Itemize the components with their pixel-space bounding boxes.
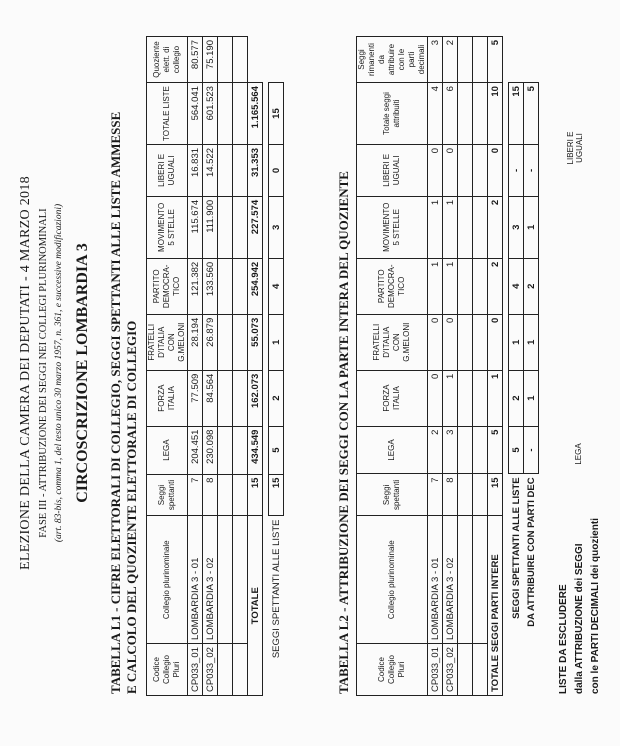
table-cell: 80.577 (188, 37, 203, 83)
table-cell: 0 (269, 144, 284, 196)
table-cell: 121.382 (188, 258, 203, 314)
total-label: TOTALE (248, 516, 263, 696)
table-cell: 15 (248, 474, 263, 516)
table-cell: - (524, 144, 539, 196)
table-cell: 5 (269, 426, 284, 474)
table-header: TOTALE LISTE (147, 83, 188, 145)
table-cell: 230.098 (203, 426, 218, 474)
table-cell: LOMBARDIA 3 - 02 (203, 516, 218, 644)
table1-seggi-liste-row (269, 37, 284, 696)
table2-header-row (357, 37, 428, 696)
footer-liste-escludere: LISTE DA ESCLUDERE (558, 584, 569, 694)
table-cell: LOMBARDIA 3 - 01 (428, 516, 443, 644)
table-cell: 75.190 (203, 37, 218, 83)
table1-cifre-elettorali (146, 36, 284, 696)
table-header: MOVIMENTO 5 STELLE (147, 196, 188, 258)
table-cell: 1 (509, 314, 524, 370)
seggi-liste-label: SEGGI SPETTANTI ALLE LISTE (510, 477, 522, 619)
table-header: PARTITO DEMOCRA-TICO (357, 258, 428, 314)
table-cell: 2 (524, 258, 539, 314)
table2-title: TABELLA L2 - ATTRIBUZIONE DEI SEGGI CON LA PARTE INTERA DEL QUOZIENTE (336, 171, 351, 694)
table-row (443, 37, 458, 696)
table-cell: 111.900 (203, 196, 218, 258)
table-cell: 601.523 (203, 83, 218, 145)
table2-seggi-liste-row (509, 37, 524, 696)
table-cell: 434.549 (248, 426, 263, 474)
table2-attribuzione-seggi (356, 36, 539, 696)
footer-attribuzione: dalla ATTRIBUZIONE dei SEGGI (574, 543, 585, 694)
table-cell: 133.560 (203, 258, 218, 314)
table-cell: LOMBARDIA 3 - 02 (443, 516, 458, 644)
table-cell: 254.942 (248, 258, 263, 314)
table-cell: 3 (443, 426, 458, 474)
table-cell: 15 (488, 474, 503, 516)
table-header: Seggi rimanenti da attribuire con le parti decimali (357, 37, 428, 83)
footer-parti-decimali: con le PARTI DECIMALI dei quozienti (590, 518, 601, 694)
table-cell: 2 (509, 370, 524, 426)
table-cell: 31.353 (248, 144, 263, 196)
table-header: FORZA ITALIA (147, 370, 188, 426)
table-cell: CP033_02 (203, 644, 218, 696)
table-cell: 7 (188, 474, 203, 516)
table-cell: 0 (428, 314, 443, 370)
table-cell: 5 (488, 426, 503, 474)
table-cell: 10 (488, 83, 503, 145)
table-cell: 4 (509, 258, 524, 314)
excluded-lega: LEGA (574, 443, 583, 465)
table-header: LEGA (147, 426, 188, 474)
table-row (428, 37, 443, 696)
table-cell: 2 (269, 370, 284, 426)
table-cell: 1 (443, 258, 458, 314)
table-row (188, 37, 203, 696)
total-label: TOTALE SEGGI PARTI INTERE (488, 516, 503, 696)
table-cell: 1.165.564 (248, 83, 263, 145)
table-cell: 8 (443, 474, 458, 516)
table1-title-line2: E CALCOLO DEL QUOZIENTE ELETTORALE DI COLLEGIO (124, 320, 139, 694)
table-cell: 2 (488, 196, 503, 258)
table-cell: 2 (428, 426, 443, 474)
table-empty-row (458, 37, 473, 696)
table-empty-row (218, 37, 233, 696)
seggi-liste-label: SEGGI SPETTANTI ALLE LISTE (270, 519, 282, 659)
table-cell: 1 (488, 370, 503, 426)
table-header: Seggi spettanti (357, 474, 428, 516)
table-empty-row (473, 37, 488, 696)
table-cell: 0 (443, 144, 458, 196)
table-cell: - (509, 144, 524, 196)
table-cell: 1 (443, 370, 458, 426)
table-row (203, 37, 218, 696)
table-cell: 0 (428, 144, 443, 196)
table2-da-attribuire-row (524, 37, 539, 696)
table-header: Codice Collegio Pluri (147, 644, 188, 696)
table-empty-row (233, 37, 248, 696)
table-cell: 1 (443, 196, 458, 258)
table-cell: 55.073 (248, 314, 263, 370)
table-cell: CP033_01 (428, 644, 443, 696)
table-cell: 0 (488, 314, 503, 370)
table-cell: 7 (428, 474, 443, 516)
da-attribuire-label: DA ATTRIBUIRE CON PARTI DEC (525, 477, 537, 627)
table-header: LIBERI E UGUALI (147, 144, 188, 196)
table-header: FORZA ITALIA (357, 370, 428, 426)
table-cell: 26.879 (203, 314, 218, 370)
table-cell: 15 (269, 83, 284, 145)
table-cell: LOMBARDIA 3 - 01 (188, 516, 203, 644)
table-cell: 162.073 (248, 370, 263, 426)
table-cell: 1 (524, 196, 539, 258)
table1-header-row (147, 37, 188, 696)
table-cell: 5 (509, 426, 524, 474)
table-cell: 3 (509, 196, 524, 258)
table-cell: 115.674 (188, 196, 203, 258)
table-cell: 3 (269, 196, 284, 258)
law-reference: (art. 83-bis, comma 1, del testo unico 30 marzo 1957, n. 361, e successive modificazioni) (54, 203, 64, 543)
table-cell: 4 (269, 258, 284, 314)
table-cell: 84.564 (203, 370, 218, 426)
table-header: PARTITO DEMOCRA-TICO (147, 258, 188, 314)
table-cell: 1 (428, 258, 443, 314)
table-cell: 0 (428, 370, 443, 426)
election-title: ELEZIONE DELLA CAMERA DEI DEPUTATI - 4 MARZO 2018 (18, 176, 33, 570)
table-cell: CP033_02 (443, 644, 458, 696)
table-cell: 564.041 (188, 83, 203, 145)
table-cell: CP033_01 (188, 644, 203, 696)
table-cell: 16.831 (188, 144, 203, 196)
table-cell: 3 (428, 37, 443, 83)
table1-total-row (248, 37, 263, 696)
table1-title-line1: TABELLA L1 - CIFRE ELETTORALI DI COLLEGIO, SEGGI SPETTANTI ALLE LISTE AMMESSE (108, 111, 123, 694)
table-cell: 2 (488, 258, 503, 314)
table-cell: 1 (524, 314, 539, 370)
circoscrizione-title: CIRCOSCRIZIONE LOMBARDIA 3 (74, 243, 91, 503)
table2-total-row (488, 37, 503, 696)
table-cell: 28.194 (188, 314, 203, 370)
table-cell: 5 (488, 37, 503, 83)
table-cell: 6 (443, 83, 458, 145)
table-cell: 1 (524, 370, 539, 426)
phase-title: FASE III - ATTRIBUZIONE DEI SEGGI NEI COLLEGI PLURINOMINALI (38, 208, 49, 538)
table-header: LEGA (357, 426, 428, 474)
table-header: Totale seggi attribuiti (357, 83, 428, 145)
table-header: Collegio plurinominale (147, 516, 188, 644)
table-cell: 4 (428, 83, 443, 145)
table-header: Quoziente elett. di collegio (147, 37, 188, 83)
table-header: Collegio plurinominale (357, 516, 428, 644)
table-cell: 2 (443, 37, 458, 83)
table-header: FRATELLI D'ITALIA CON G.MELONI (357, 314, 428, 370)
table-cell: 15 (269, 474, 284, 516)
table-cell: 77.509 (188, 370, 203, 426)
table-cell: 204.451 (188, 426, 203, 474)
table-cell: - (524, 426, 539, 474)
excluded-liberi-e-uguali: LIBERI E UGUALI (566, 131, 584, 165)
table-header: Seggi spettanti (147, 474, 188, 516)
table-cell: 0 (488, 144, 503, 196)
table-cell: 5 (524, 83, 539, 145)
table-cell: 0 (443, 314, 458, 370)
table-cell: 8 (203, 474, 218, 516)
table-cell: 1 (428, 196, 443, 258)
table-header: Codice Collegio Pluri (357, 644, 428, 696)
table-header: LIBERI E UGUALI (357, 144, 428, 196)
table-cell: 15 (509, 83, 524, 145)
table-header: MOVIMENTO 5 STELLE (357, 196, 428, 258)
table-cell: 1 (269, 314, 284, 370)
table-cell: 227.574 (248, 196, 263, 258)
table-header: FRATELLI D'ITALIA CON G.MELONI (147, 314, 188, 370)
table-cell: 14.522 (203, 144, 218, 196)
